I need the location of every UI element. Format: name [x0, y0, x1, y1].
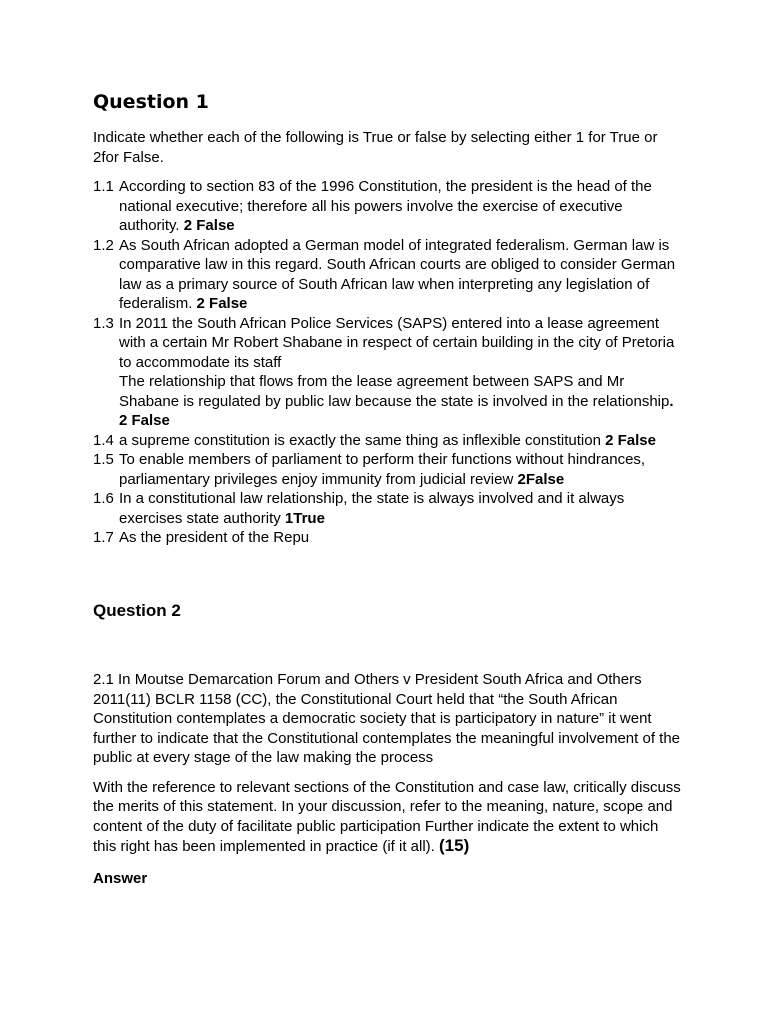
item-number: 1.3 — [93, 314, 114, 332]
item-number: 1.1 — [93, 178, 114, 195]
item-number: 1.5 — [93, 451, 114, 468]
item-text: As the president of the Repu — [119, 529, 310, 546]
question-2-instructions-text: With the reference to relevant sections of the Constitution and case law, critically discuss the merits of this statement. In your discussion, refer to the meaning, nature, scope and content of the duty of facilitate public participation Further indicate the extent to which this right has been implemented in practice (if it all). — [93, 778, 681, 855]
question-2-heading: Question 2 — [93, 601, 181, 620]
list-item-1-3 — [93, 314, 683, 431]
list-item-1-4 — [93, 431, 683, 451]
item-answer: . 2 False — [119, 392, 674, 429]
item-number: 1.2 — [93, 236, 114, 254]
item-number: 1.7 — [93, 529, 114, 546]
question-1-heading: Question 1 — [93, 91, 209, 113]
item-number: 1.6 — [93, 490, 114, 507]
document-page — [93, 88, 683, 887]
item-text-continued: The relationship that flows from the lease agreement between SAPS and Mr Shabane is regulated by public law because the state is involved in the relationship — [119, 373, 670, 410]
item-number: 1.4 — [93, 431, 114, 449]
question-2-body — [93, 670, 683, 888]
item-answer: 2 False — [600, 431, 656, 449]
item-answer: 2False — [513, 470, 565, 488]
list-item-1-1 — [93, 177, 683, 236]
item-answer: 2 False — [179, 217, 235, 234]
list-item-1-2 — [93, 236, 683, 314]
item-text: In a constitutional law relationship, the state is always involved and it always exercises state authority — [119, 490, 625, 527]
list-item-1-6 — [93, 489, 683, 528]
item-answer: 2 False — [192, 295, 248, 312]
item-text: a supreme constitution is exactly the same thing as inflexible constitution — [119, 431, 601, 449]
list-item-1-7 — [93, 528, 683, 548]
answer-label: Answer — [93, 869, 148, 887]
question-2-instructions — [93, 778, 683, 857]
item-text: As South African adopted a German model of integrated federalism. German law is comparative law in this regard. South African courts are obliged to consider German law as a primary source of South African law when interpreting any legislation of federalism. — [119, 236, 676, 312]
item-answer: 1True — [280, 509, 325, 527]
item-text: To enable members of parliament to perform their functions without hindrances, parliamentary privileges enjoy immunity from judicial review — [119, 451, 646, 488]
question-1-list — [93, 177, 683, 548]
marks-label: (15) — [439, 836, 470, 855]
item-text: In 2011 the South African Police Services (SAPS) entered into a lease agreement with a certain Mr Robert Shabane in respect of certain building in the city of Pretoria to accommodate its staff — [119, 314, 675, 371]
question-1-instructions: Indicate whether each of the following is True or false by selecting either 1 for True or 2for False. — [93, 129, 658, 166]
item-text: According to section 83 of the 1996 Constitution, the president is the head of the national executive; therefore all his powers involve the exercise of executive authority. — [119, 178, 652, 234]
question-2-1-paragraph: 2.1 In Moutse Demarcation Forum and Others v President South Africa and Others 2011(11) BCLR 1158 (CC), the Constitutional Court held that “the South African Constitution contemplates a democratic society that is participatory in nature” it went further to indicate that the Constitutional contemplates the meaningful involvement of the public at every stage of the law making the process — [93, 671, 681, 766]
list-item-1-5 — [93, 450, 683, 489]
